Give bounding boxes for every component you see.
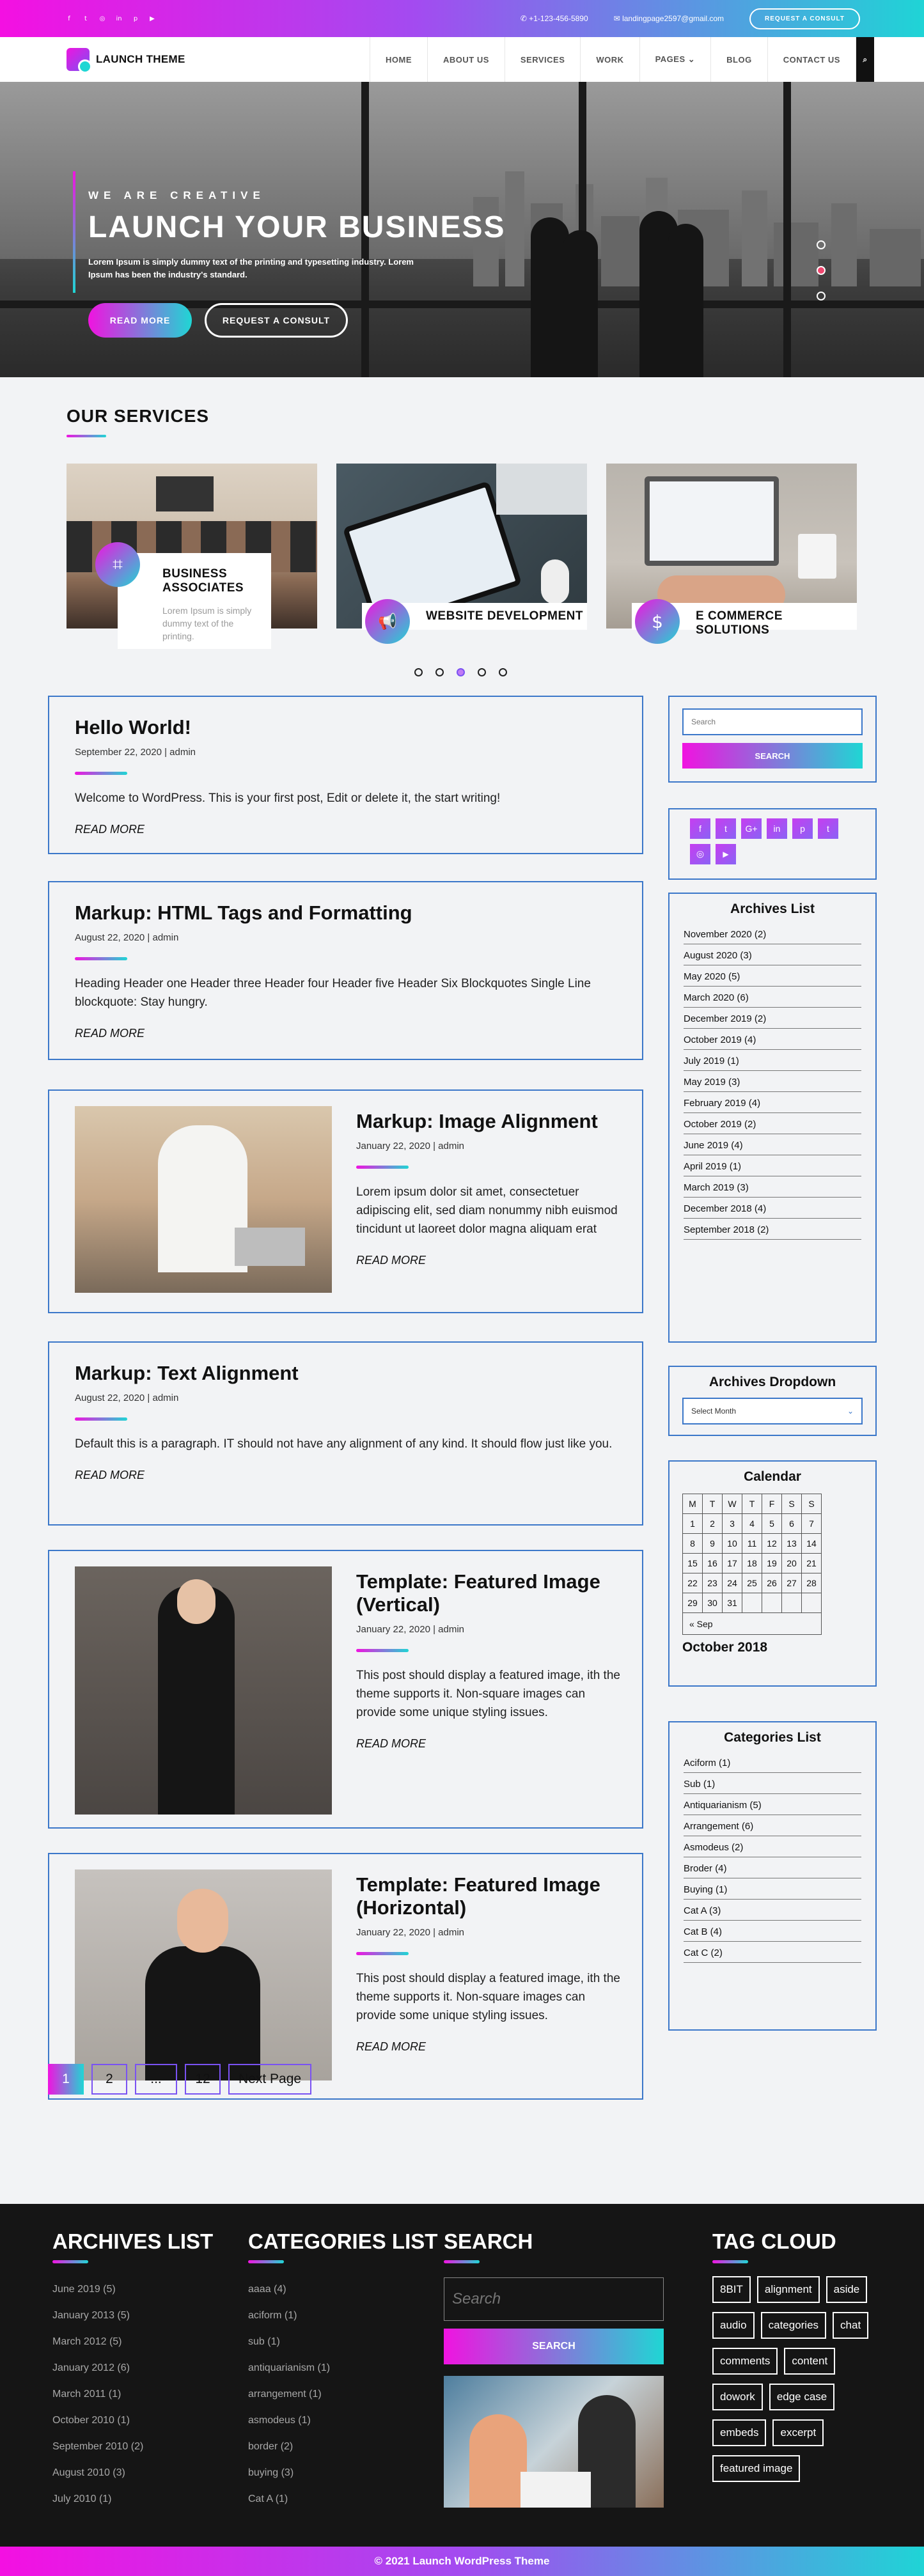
nav-about-us[interactable]: ABOUT US (427, 37, 505, 82)
category-item[interactable]: Cat C (2) (684, 1942, 861, 1963)
post-meta: August 22, 2020 | admin (75, 1393, 179, 1403)
calendar-week (683, 1534, 822, 1554)
tumblr-icon[interactable]: t (818, 818, 838, 839)
tag-link[interactable]: featured image (712, 2455, 800, 2482)
post-meta: January 22, 2020 | admin (356, 1927, 465, 1938)
pinterest-icon[interactable]: p (133, 15, 138, 22)
footer-archives (52, 2229, 213, 2512)
post-divider (356, 1166, 409, 1169)
calendar-day: 6 (782, 1514, 802, 1534)
copyright-bar (0, 2547, 924, 2576)
youtube-icon[interactable]: ▶ (150, 15, 155, 22)
read-more-link[interactable]: READ MORE (75, 1469, 145, 1481)
blog-post (48, 1550, 643, 1829)
calendar-day: 31 (723, 1593, 742, 1613)
calendar-weekday: S (802, 1494, 822, 1514)
logo-text: LAUNCH THEME (96, 53, 185, 65)
calendar-day: 22 (683, 1573, 703, 1593)
calendar-day: 14 (802, 1534, 822, 1554)
post-title[interactable]: Markup: HTML Tags and Formatting (75, 902, 412, 924)
page-1-button[interactable]: 1 (48, 2064, 84, 2095)
footer-categories-list (248, 2276, 437, 2512)
category-item[interactable]: Cat B (4) (684, 1921, 861, 1942)
archive-item[interactable]: September 2018 (2) (684, 1219, 861, 1240)
footer-heading-underline (444, 2260, 480, 2263)
calendar-weekdays (683, 1494, 822, 1514)
footer-search-title: SEARCH (444, 2229, 533, 2253)
calendar-day: 16 (703, 1554, 723, 1573)
archives-dropdown-title: Archives Dropdown (709, 1375, 836, 1389)
instagram-icon[interactable]: ◎ (99, 15, 106, 22)
tag-link[interactable]: excerpt (772, 2419, 824, 2446)
calendar-day: 8 (683, 1534, 703, 1554)
footer-category-item[interactable]: asmodeus (1) (248, 2415, 311, 2426)
footer-archive-item[interactable]: June 2019 (5) (52, 2284, 116, 2295)
post-meta: August 22, 2020 | admin (75, 932, 179, 943)
pagination (48, 2064, 311, 2095)
blog-post (48, 1089, 643, 1313)
footer-archive-item[interactable]: August 2010 (3) (52, 2467, 125, 2478)
service-card[interactable] (606, 464, 857, 637)
pinterest-icon[interactable]: p (792, 818, 813, 839)
hero-read-more-button[interactable]: READ MORE (88, 303, 192, 338)
calendar-day: 7 (802, 1514, 822, 1534)
category-item[interactable]: Asmodeus (2) (684, 1836, 861, 1857)
archive-item[interactable]: February 2019 (4) (684, 1092, 861, 1113)
blog-post (48, 1341, 643, 1526)
google-plus-icon[interactable]: G+ (741, 818, 762, 839)
megaphone-icon: 📢 (365, 599, 410, 644)
post-title[interactable]: Template: Featured Image (Vertical) (356, 1570, 600, 1616)
calendar-month: October 2018 (682, 1640, 768, 1655)
archive-item[interactable]: July 2019 (1) (684, 1050, 861, 1071)
footer-category-item[interactable]: arrangement (1) (248, 2389, 322, 2400)
categories-widget (668, 1721, 877, 2031)
calendar-day: 20 (782, 1554, 802, 1573)
read-more-link[interactable]: READ MORE (75, 1027, 145, 1040)
tv-screen (156, 476, 214, 511)
calendar-widget (668, 1460, 877, 1687)
slider-dot[interactable] (499, 668, 507, 676)
service-card-body (118, 553, 271, 649)
calendar-day: 5 (762, 1514, 782, 1534)
blog-post (48, 696, 643, 854)
tag-link[interactable]: dowork (712, 2384, 763, 2410)
footer-archives-title: ARCHIVES LIST (52, 2229, 214, 2253)
nav-work[interactable]: WORK (580, 37, 639, 82)
calendar-day: 1 (683, 1514, 703, 1534)
linkedin-icon[interactable]: in (116, 15, 122, 22)
post-body (356, 1873, 625, 2054)
calendar-day: 2 (703, 1514, 723, 1534)
crop-icon: ⌗ (95, 542, 140, 587)
footer-archive-item[interactable]: March 2012 (5) (52, 2336, 122, 2347)
footer-archive-item[interactable]: January 2013 (5) (52, 2310, 130, 2321)
calendar-day: 23 (703, 1573, 723, 1593)
calendar-day: 11 (742, 1534, 762, 1554)
category-item[interactable]: Buying (1) (684, 1878, 861, 1900)
archives-title: Archives List (730, 902, 815, 916)
footer-category-item[interactable]: sub (1) (248, 2336, 280, 2347)
category-item[interactable]: Aciform (1) (684, 1752, 861, 1773)
category-item[interactable]: Antiquarianism (5) (684, 1794, 861, 1815)
categories-title: Categories List (724, 1730, 821, 1745)
blog-post (48, 1853, 643, 2100)
post-excerpt: Heading Header one Header three Header four Header five Header Six Blockquotes Single Line blockquote: Stay hungry. (75, 977, 591, 1009)
read-more-link[interactable]: READ MORE (356, 1254, 427, 1267)
read-more-link[interactable]: READ MORE (75, 823, 145, 836)
calendar-table (682, 1494, 822, 1635)
service-text: Lorem Ipsum is simply dummy text of the printing. (162, 605, 252, 641)
top-bar (0, 0, 924, 37)
post-body (356, 1110, 625, 1267)
hero-slider (0, 82, 924, 377)
tag-link[interactable]: content (784, 2348, 835, 2375)
post-title[interactable]: Markup: Text Alignment (75, 1362, 299, 1384)
categories-list (670, 1752, 875, 1963)
calendar-day: 21 (802, 1554, 822, 1573)
footer-heading-underline (248, 2260, 284, 2263)
hero-accent-line (73, 171, 75, 293)
nav-pages[interactable]: PAGES ⌄ (639, 37, 711, 82)
calendar-day: 15 (683, 1554, 703, 1573)
footer-archive-item[interactable]: January 2012 (6) (52, 2362, 130, 2373)
silhouette-person (668, 224, 703, 377)
post-featured-image[interactable] (75, 1106, 332, 1293)
calendar-title: Calendar (744, 1469, 801, 1484)
archive-item[interactable]: December 2019 (2) (684, 1008, 861, 1029)
post-title[interactable]: Hello World! (75, 716, 191, 738)
post-divider (356, 1952, 409, 1955)
category-item[interactable]: Cat A (3) (684, 1900, 861, 1921)
post-divider (356, 1649, 409, 1652)
woman-face (177, 1579, 215, 1624)
main-nav (370, 37, 874, 82)
archive-month-select[interactable] (682, 1398, 863, 1425)
service-title: E COMMERCE SOLUTIONS (696, 609, 783, 637)
slider-dot[interactable] (435, 668, 444, 676)
archives-list (670, 923, 875, 1240)
hero-description: Lorem Ipsum is simply dummy text of the printing and typesetting industry. Lorem Ipsum has been the industry's standard. (88, 257, 414, 279)
email-contact[interactable] (614, 14, 724, 23)
archive-item[interactable]: August 2020 (3) (684, 944, 861, 965)
post-excerpt: Welcome to WordPress. This is your first post, Edit or delete it, the start writing! (75, 792, 501, 805)
calendar-day: 4 (742, 1514, 762, 1534)
twitter-icon[interactable]: t (84, 15, 87, 22)
hero-title: LAUNCH YOUR BUSINESS (88, 210, 506, 244)
post-meta: January 22, 2020 | admin (356, 1141, 465, 1151)
footer-archive-item[interactable]: October 2010 (1) (52, 2415, 130, 2426)
tag-link[interactable]: audio (712, 2312, 755, 2339)
tag-link[interactable]: embeds (712, 2419, 766, 2446)
footer-archives-list (52, 2276, 213, 2512)
footer-search-input[interactable] (444, 2277, 664, 2321)
calendar-day: 19 (762, 1554, 782, 1573)
tag-link[interactable]: alignment (757, 2276, 820, 2303)
calendar-day: 28 (802, 1573, 822, 1593)
post-divider (75, 957, 127, 960)
footer-category-item[interactable]: aaaa (4) (248, 2284, 286, 2295)
nav-contact-us[interactable]: CONTACT US (767, 37, 856, 82)
tag-link[interactable]: aside (826, 2276, 868, 2303)
service-card[interactable] (336, 464, 587, 630)
chevron-down-icon: ⌄ (847, 1407, 854, 1416)
calendar-prev-link[interactable]: « Sep (689, 1618, 713, 1629)
post-excerpt: This post should display a featured image, ith the theme supports it. Non-square images can provide some unique styling issues. (356, 1972, 620, 2022)
footer-category-item[interactable]: antiquarianism (1) (248, 2362, 331, 2373)
archive-item[interactable]: October 2019 (4) (684, 1029, 861, 1050)
youtube-icon[interactable]: ▶ (716, 844, 736, 864)
footer-heading-underline (52, 2260, 88, 2263)
site-footer (0, 2204, 924, 2547)
mouse (541, 559, 569, 604)
man-on-phone (158, 1125, 247, 1272)
laptop (235, 1228, 305, 1266)
main-content (0, 683, 924, 2196)
archive-item[interactable]: December 2018 (4) (684, 1198, 861, 1219)
slider-dot[interactable] (817, 292, 826, 301)
calendar-weekday: M (683, 1494, 703, 1514)
nav-home[interactable]: HOME (370, 37, 427, 82)
facebook-icon[interactable]: f (68, 15, 70, 22)
calendar-day (782, 1593, 802, 1613)
service-card[interactable] (67, 464, 317, 641)
footer-category-item[interactable]: border (2) (248, 2441, 294, 2452)
tag-link[interactable]: 8BIT (712, 2276, 751, 2303)
post-meta: January 22, 2020 | admin (356, 1624, 465, 1635)
footer-archive-item[interactable]: July 2010 (1) (52, 2494, 112, 2504)
post-title[interactable]: Markup: Image Alignment (356, 1110, 598, 1132)
linkedin-icon[interactable]: in (767, 818, 787, 839)
footer-team-image (444, 2376, 664, 2508)
footer-heading-underline (712, 2260, 748, 2263)
footer-category-item[interactable]: Cat A (1) (248, 2494, 288, 2504)
calendar-week (683, 1593, 822, 1613)
slider-dot[interactable] (414, 668, 423, 676)
calendar-day: 27 (782, 1573, 802, 1593)
slider-dot-active[interactable] (817, 266, 826, 275)
silhouette-person (563, 230, 598, 377)
post-excerpt: Default this is a paragraph. IT should not have any alignment of any kind. It should flow just like you. (75, 1437, 613, 1451)
archives-widget (668, 893, 877, 1343)
twitter-icon[interactable]: t (716, 818, 736, 839)
tag-link[interactable]: edge case (769, 2384, 834, 2410)
tag-link[interactable]: categories (761, 2312, 826, 2339)
phone-icon: ✆ (520, 14, 527, 23)
services-heading: OUR SERVICES (67, 406, 210, 426)
phone-number: +1-123-456-5890 (529, 14, 588, 23)
social-widget (668, 808, 877, 880)
calendar-day: 12 (762, 1534, 782, 1554)
calendar-week (683, 1573, 822, 1593)
heading-underline (67, 435, 106, 437)
calendar-day: 18 (742, 1554, 762, 1573)
keyboard (496, 464, 587, 515)
archive-item[interactable]: May 2019 (3) (684, 1071, 861, 1092)
calendar-day: 29 (683, 1593, 703, 1613)
sidebar-search-input[interactable] (682, 708, 863, 735)
sidebar-search-button[interactable]: SEARCH (682, 743, 863, 769)
archive-item[interactable]: March 2020 (6) (684, 987, 861, 1008)
tag-list (712, 2276, 872, 2482)
post-featured-image[interactable] (75, 1870, 332, 2080)
post-excerpt: Lorem ipsum dolor sit amet, consectetuer adipiscing elit, sed diam nonummy nibh euismod tincidunt ut laoreet dolor magna aliquam erat (356, 1185, 618, 1236)
post-excerpt: This post should display a featured image, ith the theme supports it. Non-square images can provide some unique styling issues. (356, 1669, 620, 1719)
sidebar-social-icons (690, 818, 863, 864)
calendar-day: 3 (723, 1514, 742, 1534)
calendar-day: 9 (703, 1534, 723, 1554)
email-address: landingpage2597@gmail.com (622, 14, 724, 23)
dollar-icon: $ (635, 599, 680, 644)
calendar-week (683, 1514, 822, 1534)
archive-item[interactable]: May 2020 (5) (684, 965, 861, 987)
archive-item[interactable]: June 2019 (4) (684, 1134, 861, 1155)
footer-categories (248, 2229, 437, 2512)
read-more-link[interactable]: READ MORE (356, 1737, 427, 1750)
archive-item[interactable]: November 2020 (2) (684, 923, 861, 944)
top-contact (521, 14, 724, 23)
footer-tags-title: TAG CLOUD (712, 2229, 836, 2253)
category-item[interactable]: Arrangement (6) (684, 1815, 861, 1836)
tag-link[interactable]: comments (712, 2348, 778, 2375)
calendar-weekday: T (703, 1494, 723, 1514)
footer-category-item[interactable]: aciform (1) (248, 2310, 297, 2321)
laptop-screen (645, 476, 779, 566)
category-item[interactable]: Broder (4) (684, 1857, 861, 1878)
hero-request-consult-button[interactable]: REQUEST A CONSULT (205, 303, 348, 338)
woman-face (177, 1889, 228, 1953)
archive-item[interactable]: October 2019 (2) (684, 1113, 861, 1134)
services-section (0, 377, 924, 683)
service-title: WEBSITE DEVELOPMENT (426, 609, 583, 623)
calendar-weekday: T (742, 1494, 762, 1514)
archive-item[interactable]: April 2019 (1) (684, 1155, 861, 1176)
calendar-week (683, 1554, 822, 1573)
footer-search-button[interactable]: SEARCH (444, 2329, 664, 2364)
hero-slider-dots (817, 240, 826, 301)
phone-contact[interactable] (521, 14, 588, 23)
select-value: Select Month (691, 1407, 737, 1416)
facebook-icon[interactable]: f (690, 818, 710, 839)
nav-services[interactable]: SERVICES (505, 37, 581, 82)
calendar-weekday: F (762, 1494, 782, 1514)
footer-tag-cloud (712, 2229, 872, 2482)
footer-archive-item[interactable]: March 2011 (1) (52, 2389, 121, 2400)
hero-eyebrow: WE ARE CREATIVE (88, 189, 265, 201)
copyright-text: © 2021 Launch WordPress Theme (374, 2555, 550, 2567)
top-social-links (64, 15, 157, 22)
footer-search (444, 2229, 664, 2508)
category-item[interactable]: Sub (1) (684, 1773, 861, 1794)
read-more-link[interactable]: READ MORE (356, 2040, 427, 2053)
slider-dot-active[interactable] (457, 668, 465, 676)
archives-dropdown-widget (668, 1366, 877, 1436)
next-page-button[interactable]: Next Page (228, 2064, 311, 2095)
archive-item[interactable]: March 2019 (3) (684, 1176, 861, 1198)
woman-portrait (145, 1946, 260, 2080)
tag-link[interactable]: chat (833, 2312, 868, 2339)
post-divider (75, 772, 127, 775)
calendar-day: 26 (762, 1573, 782, 1593)
calendar-day: 17 (723, 1554, 742, 1573)
search-widget (668, 696, 877, 783)
instagram-icon[interactable]: ◎ (690, 844, 710, 864)
calendar-day: 10 (723, 1534, 742, 1554)
page-2-button[interactable]: 2 (91, 2064, 127, 2095)
email-icon: ✉ (613, 14, 620, 23)
post-meta: September 22, 2020 | admin (75, 747, 196, 758)
window-frame (783, 82, 791, 377)
services-slider-dots (414, 668, 507, 676)
post-title[interactable]: Template: Featured Image (Horizontal) (356, 1873, 600, 1919)
blog-post (48, 881, 643, 1060)
page-ellipsis: ... (135, 2064, 177, 2095)
calendar-day: 25 (742, 1573, 762, 1593)
page-12-button[interactable]: 12 (185, 2064, 221, 2095)
site-header (0, 37, 924, 82)
post-featured-image[interactable] (75, 1566, 332, 1815)
logo-icon (67, 48, 90, 71)
calendar-weekday: S (782, 1494, 802, 1514)
laptop (521, 2472, 591, 2508)
post-divider (75, 1417, 127, 1421)
footer-category-item[interactable]: buying (3) (248, 2467, 294, 2478)
calendar-weekday: W (723, 1494, 742, 1514)
calendar-day (762, 1593, 782, 1613)
footer-categories-title: CATEGORIES LIST (248, 2229, 438, 2253)
footer-archive-item[interactable]: September 2010 (2) (52, 2441, 144, 2452)
slider-dot[interactable] (817, 240, 826, 249)
calendar-day (742, 1593, 762, 1613)
service-title: BUSINESS ASSOCIATES (162, 567, 244, 595)
post-body (356, 1570, 625, 1751)
nav-search-icon[interactable]: ⌕ (856, 37, 874, 82)
slider-dot[interactable] (478, 668, 486, 676)
site-logo[interactable] (67, 48, 185, 71)
calendar-day (802, 1593, 822, 1613)
coffee-mug (798, 534, 836, 579)
request-consult-top-button[interactable]: REQUEST A CONSULT (749, 8, 860, 29)
nav-blog[interactable]: BLOG (710, 37, 767, 82)
person-left (469, 2414, 527, 2508)
calendar-day: 30 (703, 1593, 723, 1613)
calendar-day: 13 (782, 1534, 802, 1554)
calendar-day: 24 (723, 1573, 742, 1593)
